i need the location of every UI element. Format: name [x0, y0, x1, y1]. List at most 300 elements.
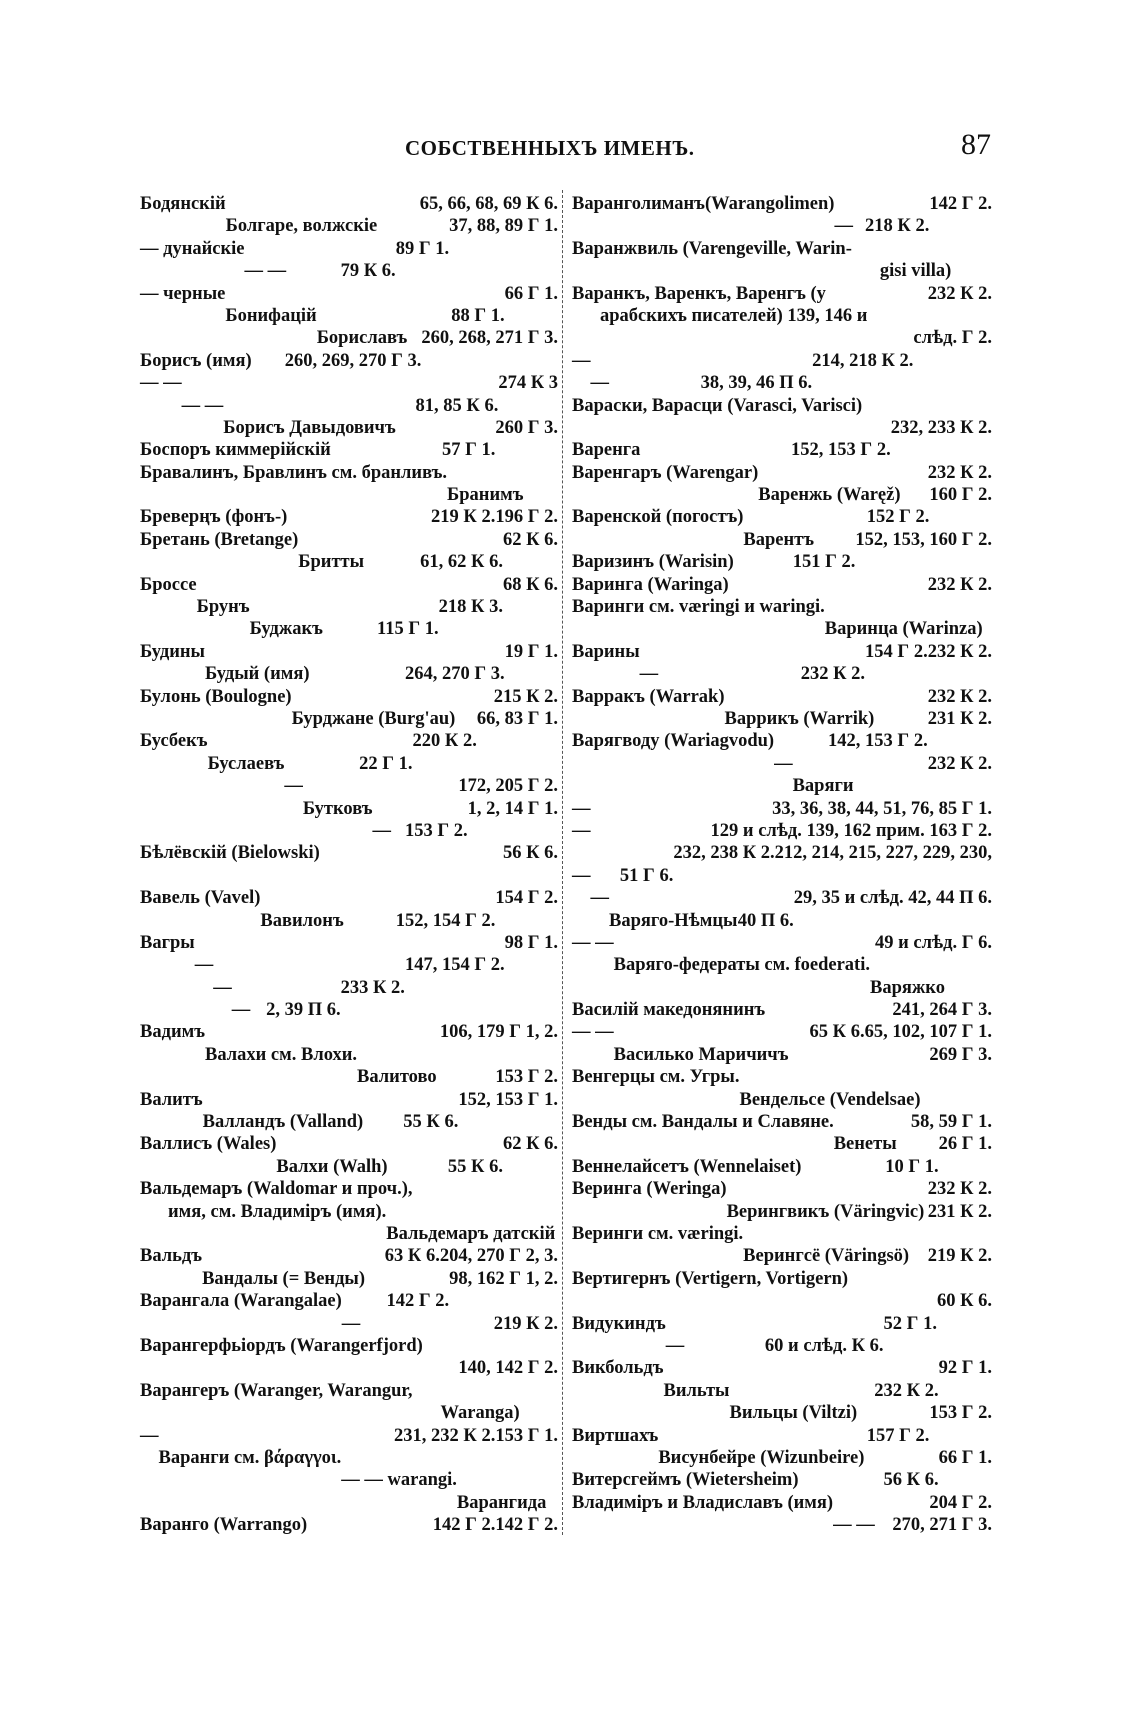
entry-term: Варины [572, 641, 640, 662]
entry-term: Варанги см. βάραγγοι. [158, 1447, 342, 1468]
index-entry [140, 932, 558, 954]
entry-reference: 55 К 6. [403, 1112, 459, 1133]
entry-reference: 151 Г 2. [792, 552, 856, 573]
entry-term: — [213, 977, 232, 998]
index-entry [572, 372, 992, 394]
entry-term: Waranga) [440, 1403, 520, 1424]
entry-term: Бурджане (Burg'au) [291, 708, 456, 729]
page-number: 87 [961, 128, 991, 161]
index-entry [140, 1133, 558, 1155]
entry-reference: 232 К 2. [927, 283, 992, 304]
entry-reference: 219 К 2. [431, 507, 496, 528]
entry-reference: 61, 62 К 6. [420, 552, 503, 573]
entry-reference: 231 К 2. [927, 709, 992, 730]
index-entry [572, 954, 992, 976]
entry-term: — [590, 373, 609, 394]
entry-term: — — [140, 373, 182, 394]
entry-reference: 65 К 6. [809, 1022, 865, 1043]
entry-reference: 142 Г 2. [929, 194, 992, 214]
index-entry [572, 506, 992, 528]
index-entry [572, 1514, 992, 1536]
entry-term: Варягводу (Wariagvodu) [572, 731, 775, 752]
entry-term: Вендельсе (Vendelsae) [739, 1089, 921, 1110]
entry-reference: 153 Г 2. [495, 1067, 558, 1088]
entry-reference: 154 Г 2. [865, 641, 928, 662]
entry-reference: 270, 271 Г 3. [892, 1515, 992, 1536]
index-entry [572, 350, 992, 372]
entry-term: Варракъ (Warrak) [572, 686, 725, 707]
index-entry [140, 842, 558, 864]
entry-term: Варизинъ (Warisin) [572, 552, 734, 573]
entry-reference: 220 К 2. [412, 731, 477, 752]
entry-term: Верингвикъ (Väringvic) [726, 1201, 925, 1222]
entry-term: Борисъ (имя) [140, 350, 252, 371]
index-entry [140, 1335, 558, 1357]
index-entry [140, 215, 558, 237]
index-entry [572, 1111, 992, 1133]
index-entry [572, 1066, 992, 1088]
entry-reference: 215 К 2. [493, 686, 558, 707]
index-entry [140, 730, 558, 752]
entry-term: Будины [140, 641, 205, 662]
entry-term: Варяги [792, 776, 854, 797]
entry-term: — [372, 820, 392, 841]
entry-term: — [194, 955, 214, 976]
entry-term: Буджакъ [249, 619, 323, 640]
entry-reference: 98 Г 1. [504, 932, 558, 953]
entry-reference: слѣд. Г 2. [913, 328, 992, 349]
entry-reference: 129 и слѣд. 139, 162 прим. 163 Г 2. [710, 820, 992, 841]
entry-term: Варангерфьіордъ (Warangerfjord) [140, 1335, 423, 1356]
index-entry [572, 798, 992, 841]
entry-term: Варяго-Нѣмцы [609, 910, 738, 931]
entry-term: Василько Маричичъ [613, 1044, 789, 1065]
index-entry [140, 395, 558, 417]
entry-reference: 68 К 6. [502, 574, 558, 595]
index-entry [140, 1044, 558, 1066]
entry-reference: 160 Г 2. [929, 485, 992, 506]
entry-term: Варанголиманъ(Warangolimen) [572, 194, 835, 214]
entry-term: Варинги см. væringi и waringi. [572, 597, 825, 618]
entry-reference: 219 К 2. [493, 1313, 558, 1334]
entry-term: — — [181, 395, 224, 416]
entry-reference: 56 К 6. [502, 843, 558, 864]
index-entry [140, 1380, 558, 1402]
entry-reference: 232 К 2. [800, 664, 866, 685]
entry-term: — [341, 1313, 361, 1334]
entry-reference: 219 К 2. [927, 1246, 992, 1267]
entry-reference: 196 Г 2. [495, 507, 558, 528]
entry-term: — дунайскіе [140, 238, 245, 259]
index-entry [140, 1290, 558, 1312]
entry-term: Варинца (Warinza) [824, 619, 983, 640]
entry-reference: 26 Г 1. [938, 1134, 992, 1155]
index-entry [572, 887, 992, 909]
entry-term: — [665, 1335, 685, 1356]
index-entry [140, 820, 558, 842]
index-entry [140, 865, 558, 887]
index-entry [140, 1111, 558, 1133]
entry-reference: 52 Г 1. [883, 1313, 937, 1334]
entry-term: Варяжко [870, 977, 945, 998]
entry-reference: 157 Г 2. [866, 1425, 930, 1446]
entry-term: Броссе [140, 574, 197, 595]
entry-term: gisi villa) [879, 261, 952, 282]
entry-reference: 204 Г 2. [929, 1492, 992, 1513]
index-entry [572, 686, 992, 708]
entry-reference: 10 Г 1. [885, 1156, 939, 1177]
entry-reference: 232 К 2. [927, 686, 992, 707]
index-entry [140, 596, 558, 618]
entry-reference: 153 Г 1. [495, 1425, 558, 1446]
entry-term: Валахи см. Влохи. [205, 1044, 358, 1065]
entry-reference: 60 К 6. [936, 1291, 992, 1312]
entry-term: Венеты [833, 1134, 897, 1155]
running-title: СОБСТВЕННЫХЪ ИМЕНЪ. [405, 136, 695, 160]
entry-reference: 65, 102, 107 Г 1. [864, 1022, 992, 1043]
entry-term: Варенгаръ (Warengar) [572, 462, 759, 483]
index-entry [140, 1447, 558, 1469]
entry-reference: 231, 232 К 2. [394, 1425, 496, 1446]
index-entry [572, 932, 992, 954]
entry-term: Виртшахъ [572, 1425, 659, 1446]
entry-term: — [590, 888, 609, 909]
entry-reference: 66 Г 1. [938, 1447, 992, 1468]
entry-reference: 1, 2, 14 Г 1. [467, 798, 558, 819]
entry-term: арабскихъ писателей) 139, 146 и [600, 305, 868, 326]
index-entry [140, 305, 558, 327]
entry-term: Варанкъ, Варенкъ, Варенгъ (у [572, 283, 826, 304]
index-entry [140, 775, 558, 797]
entry-reference: 49 и слѣд. Г 6. [875, 932, 992, 953]
entry-reference: 115 Г 1. [377, 619, 439, 640]
entry-term: Варенской (погостъ) [572, 507, 744, 528]
entry-term: Вильты [663, 1380, 730, 1401]
entry-reference: 92 Г 1. [938, 1358, 992, 1379]
entry-reference: 88 Г 1. [451, 305, 505, 326]
index-entry [572, 842, 992, 864]
index-entry [140, 462, 558, 484]
entry-reference: 232 К 2. [927, 753, 992, 774]
entry-reference: 56 К 6. [883, 1470, 939, 1491]
entry-term: Вальдемаръ датскій [386, 1223, 556, 1244]
index-entry [572, 1313, 992, 1335]
index-entry [140, 372, 558, 394]
entry-reference: 218 К 3. [438, 597, 503, 618]
index-entry [140, 753, 558, 775]
entry-reference: 264, 270 Г 3. [404, 664, 505, 685]
index-entry [140, 910, 558, 932]
index-entry [572, 1402, 992, 1424]
index-entry [572, 1380, 992, 1402]
entry-reference: 62 К 6. [502, 529, 558, 550]
index-entry [572, 910, 992, 932]
entry-term: Венгерцы см. Угры. [572, 1067, 740, 1088]
entry-term: Варангида [456, 1492, 547, 1513]
entry-reference: 232 К 2. [927, 462, 992, 483]
entry-term: Бранимъ [447, 485, 524, 506]
index-entry [572, 1357, 992, 1379]
index-entry [140, 887, 558, 909]
entry-term: Викбольдъ [572, 1358, 664, 1379]
index-entry [140, 663, 558, 685]
index-entry [140, 551, 558, 573]
entry-term: — [284, 776, 303, 797]
index-entry [140, 260, 558, 282]
index-entry [572, 529, 992, 551]
index-entry [140, 1156, 558, 1178]
entry-reference: 232 К 2. [927, 574, 992, 595]
entry-reference: 269 Г 3. [929, 1044, 992, 1065]
entry-term: Бретань (Bretange) [140, 529, 299, 550]
entry-term: Булонь (Boulogne) [140, 686, 292, 707]
entry-term: Варангеръ (Waranger, Warangur, [140, 1380, 413, 1401]
entry-term: — [572, 798, 591, 819]
index-entry [572, 1021, 992, 1043]
entry-term: Бутковъ [302, 798, 373, 819]
entry-term: — [572, 820, 591, 841]
entry-term: Бреверңъ (фонъ-) [140, 507, 288, 528]
entry-reference: 153 Г 2. [929, 1403, 992, 1424]
entry-reference: 232 К 2. [927, 641, 992, 662]
index-entry [572, 596, 992, 618]
index-entry [140, 1201, 558, 1223]
index-entry [140, 1089, 558, 1111]
entry-reference: 57 Г 1. [441, 440, 496, 461]
entry-reference: 40 П 6. [737, 910, 794, 931]
entry-reference: 79 К 6. [340, 261, 396, 282]
entry-reference: 63 К 6. [384, 1246, 440, 1267]
entry-term: Вавилонъ [260, 910, 344, 931]
entry-reference: 232, 238 К 2. [673, 843, 775, 864]
entry-reference: 154 Г 2. [495, 888, 558, 909]
index-entry [140, 417, 558, 439]
index-entry [572, 238, 992, 260]
entry-term: Валландъ (Valland) [202, 1112, 364, 1133]
entry-reference: 232 К 2. [874, 1380, 939, 1401]
index-entry [572, 551, 992, 573]
index-entry [572, 1133, 992, 1155]
index-column-right [572, 193, 992, 1537]
entry-term: Варанго (Warrango) [140, 1515, 308, 1536]
entry-reference: 142, 153 Г 2. [828, 731, 928, 752]
entry-term: Вавель (Vavel) [140, 888, 261, 909]
entry-term: Варрикъ (Warrik) [724, 708, 875, 729]
entry-term: Варангала (Warangalae) [140, 1291, 342, 1312]
entry-term: — [639, 664, 659, 685]
index-column-left [140, 193, 558, 1536]
column-divider [562, 190, 563, 1535]
index-entry [572, 1223, 992, 1245]
entry-term: Видукиндъ [572, 1313, 666, 1334]
entry-term: — [572, 350, 591, 371]
index-entry [572, 1245, 992, 1267]
entry-term: — [774, 753, 793, 774]
entry-term: Валхи (Walh) [276, 1156, 388, 1177]
index-entry [572, 574, 992, 596]
entry-term: Болгаре, волжскіе [225, 216, 378, 237]
entry-reference: 172, 205 Г 2. [458, 776, 558, 797]
index-entry [572, 775, 992, 819]
index-entry [572, 730, 992, 752]
entry-reference: 152 Г 2. [866, 507, 930, 528]
entry-reference: 218 К 2. [865, 216, 930, 237]
entry-term: Вильцы (Viltzi) [729, 1403, 858, 1424]
index-entry [572, 641, 992, 663]
entry-term: Буслаевъ [207, 753, 285, 774]
entry-term: Верингсё (Väringsö) [743, 1246, 910, 1267]
entry-term: Висунбейре (Wizunbeire) [658, 1447, 865, 1468]
index-entry [572, 1469, 992, 1491]
entry-term: — — [244, 261, 287, 282]
entry-reference: 19 Г 1. [504, 641, 558, 662]
entry-term: Будый (имя) [204, 664, 310, 685]
entry-reference: 62 К 6. [502, 1134, 558, 1155]
entry-reference: 142 Г 2. [386, 1291, 450, 1312]
index-entry [572, 439, 992, 461]
index-entry [572, 1268, 992, 1290]
index-entry [572, 663, 992, 685]
entry-term: Брунъ [196, 597, 250, 618]
entry-term: Веринги см. væringi. [572, 1223, 744, 1244]
index-entry [140, 574, 558, 596]
entry-term: Варанжвиль (Varengeville, Warin- [572, 238, 852, 259]
entry-term: Вадимъ [140, 1022, 205, 1043]
entry-reference: 29, 35 и слѣд. 42, 44 П 6. [793, 888, 992, 909]
index-entry [140, 327, 558, 349]
entry-reference: 231 К 2. [927, 1201, 992, 1222]
index-entry [140, 708, 558, 730]
entry-term: Венды см. Вандалы и Славяне. [572, 1112, 834, 1133]
entry-reference: 38, 39, 46 П 6. [700, 373, 813, 394]
entry-term: Вальдъ [140, 1246, 203, 1267]
index-entry [140, 641, 558, 663]
index-entry [140, 1313, 558, 1335]
entry-reference: 152, 153, 160 Г 2. [855, 529, 992, 550]
entry-term: Бусбекъ [140, 731, 208, 752]
entry-term: Вагры [140, 932, 195, 953]
entry-term: — черные [140, 283, 226, 304]
entry-term: Владиміръ и Владиславъ (имя) [572, 1492, 834, 1513]
index-entry [140, 798, 558, 820]
entry-reference: 60 и слѣд. К 6. [764, 1335, 884, 1356]
entry-term: — [231, 1000, 251, 1021]
entry-reference: 232 К 2. [927, 1179, 992, 1200]
entry-reference: 232, 233 К 2. [890, 417, 992, 438]
entry-reference: 212, 214, 215, 227, 229, 230, [774, 843, 992, 864]
entry-reference: 51 Г 6. [619, 865, 674, 886]
entry-reference: 152, 153 Г 1. [458, 1089, 558, 1110]
entry-reference: 33, 36, 38, 44, 51, 76, 85 Г 1. [772, 798, 992, 819]
index-entry [572, 753, 992, 775]
entry-reference: 152, 154 Г 2. [395, 910, 496, 931]
entry-reference: 106, 179 Г 1, 2. [439, 1022, 558, 1043]
index-entry [140, 618, 558, 640]
entry-term: Валитъ [140, 1089, 203, 1110]
index-entry [140, 283, 558, 305]
entry-term: Витерсгеймъ (Wietersheim) [572, 1470, 799, 1491]
index-entry [572, 395, 992, 417]
entry-term: Варяго-федераты см. foederati. [613, 955, 870, 976]
index-entry [140, 238, 558, 260]
index-entry [572, 1290, 992, 1312]
entry-reference: 274 К 3 [498, 373, 558, 394]
entry-reference: 142 Г 2. [495, 1515, 558, 1536]
index-entry [572, 1447, 992, 1469]
index-entry [140, 506, 558, 528]
entry-term: Бонифацій [225, 305, 317, 326]
index-entry [140, 350, 558, 372]
index-entry [140, 1357, 558, 1379]
index-entry [140, 1245, 558, 1267]
index-entry [572, 1335, 992, 1357]
index-entry [140, 1514, 558, 1536]
entry-reference: 204, 270 Г 2, 3. [439, 1246, 558, 1267]
entry-term: Варинга (Waringa) [572, 574, 729, 595]
entry-reference: 66 Г 1. [504, 283, 558, 304]
entry-term: — — [833, 1515, 875, 1536]
entry-term: Вандалы (= Венды) [202, 1268, 366, 1289]
entry-reference: 58, 59 Г 1. [910, 1112, 992, 1133]
entry-term: Бориславъ [316, 328, 408, 349]
entry-reference: 241, 264 Г 3. [892, 1000, 992, 1021]
entry-reference: 152, 153 Г 2. [791, 440, 891, 461]
entry-term: Варентъ [743, 529, 815, 550]
entry-reference: 233 К 2. [340, 977, 405, 998]
page-header [145, 128, 991, 168]
index-entry [140, 439, 558, 461]
entry-reference: 66, 83 Г 1. [476, 709, 558, 730]
entry-term: — — [572, 932, 614, 953]
entry-term: Веннелайсетъ (Wennelaiset) [572, 1156, 802, 1177]
entry-term: Бритты [298, 552, 365, 573]
entry-reference: 142 Г 2. [432, 1515, 496, 1536]
entry-reference: 65, 66, 68, 69 К 6. [419, 194, 558, 214]
index-entry [572, 484, 992, 506]
index-entry [140, 1268, 558, 1290]
entry-reference: 55 К 6. [447, 1156, 503, 1177]
index-entry [140, 999, 558, 1021]
index-entry [140, 686, 558, 708]
entry-term: Боспоръ киммерійскій [140, 440, 331, 461]
entry-term: — — warangi. [341, 1470, 457, 1491]
index-entry [572, 305, 992, 327]
index-entry [140, 1469, 558, 1491]
index-entry [140, 529, 558, 551]
entry-term: — [140, 1425, 159, 1446]
entry-term: Борисъ Давыдовичъ [223, 417, 396, 438]
entry-reference: 81, 85 К 6. [415, 395, 499, 416]
index-entry [572, 1424, 992, 1446]
index-entry [572, 417, 992, 439]
entry-term: Василій македонянинъ [572, 1000, 766, 1021]
entry-term: Бѣлёвскій (Bielowski) [140, 843, 320, 864]
index-entry [572, 327, 992, 349]
entry-term: Веринга (Weringa) [572, 1179, 727, 1200]
index-entry [572, 215, 992, 237]
entry-reference: 260, 269, 270 Г 3. [284, 350, 422, 371]
index-entry [572, 1201, 992, 1223]
index-entry [140, 977, 558, 999]
entry-reference: 89 Г 1. [395, 238, 450, 259]
entry-reference: 147, 154 Г 2. [404, 955, 505, 976]
index-entry [572, 283, 992, 305]
entry-term: Бодянскій [140, 194, 226, 214]
entry-term: Варенга [572, 440, 641, 461]
index-entry [572, 1156, 992, 1178]
entry-term: имя, см. Владиміръ (имя). [168, 1201, 387, 1222]
entry-term: Вальдемаръ (Waldomar и проч.), [140, 1179, 413, 1200]
